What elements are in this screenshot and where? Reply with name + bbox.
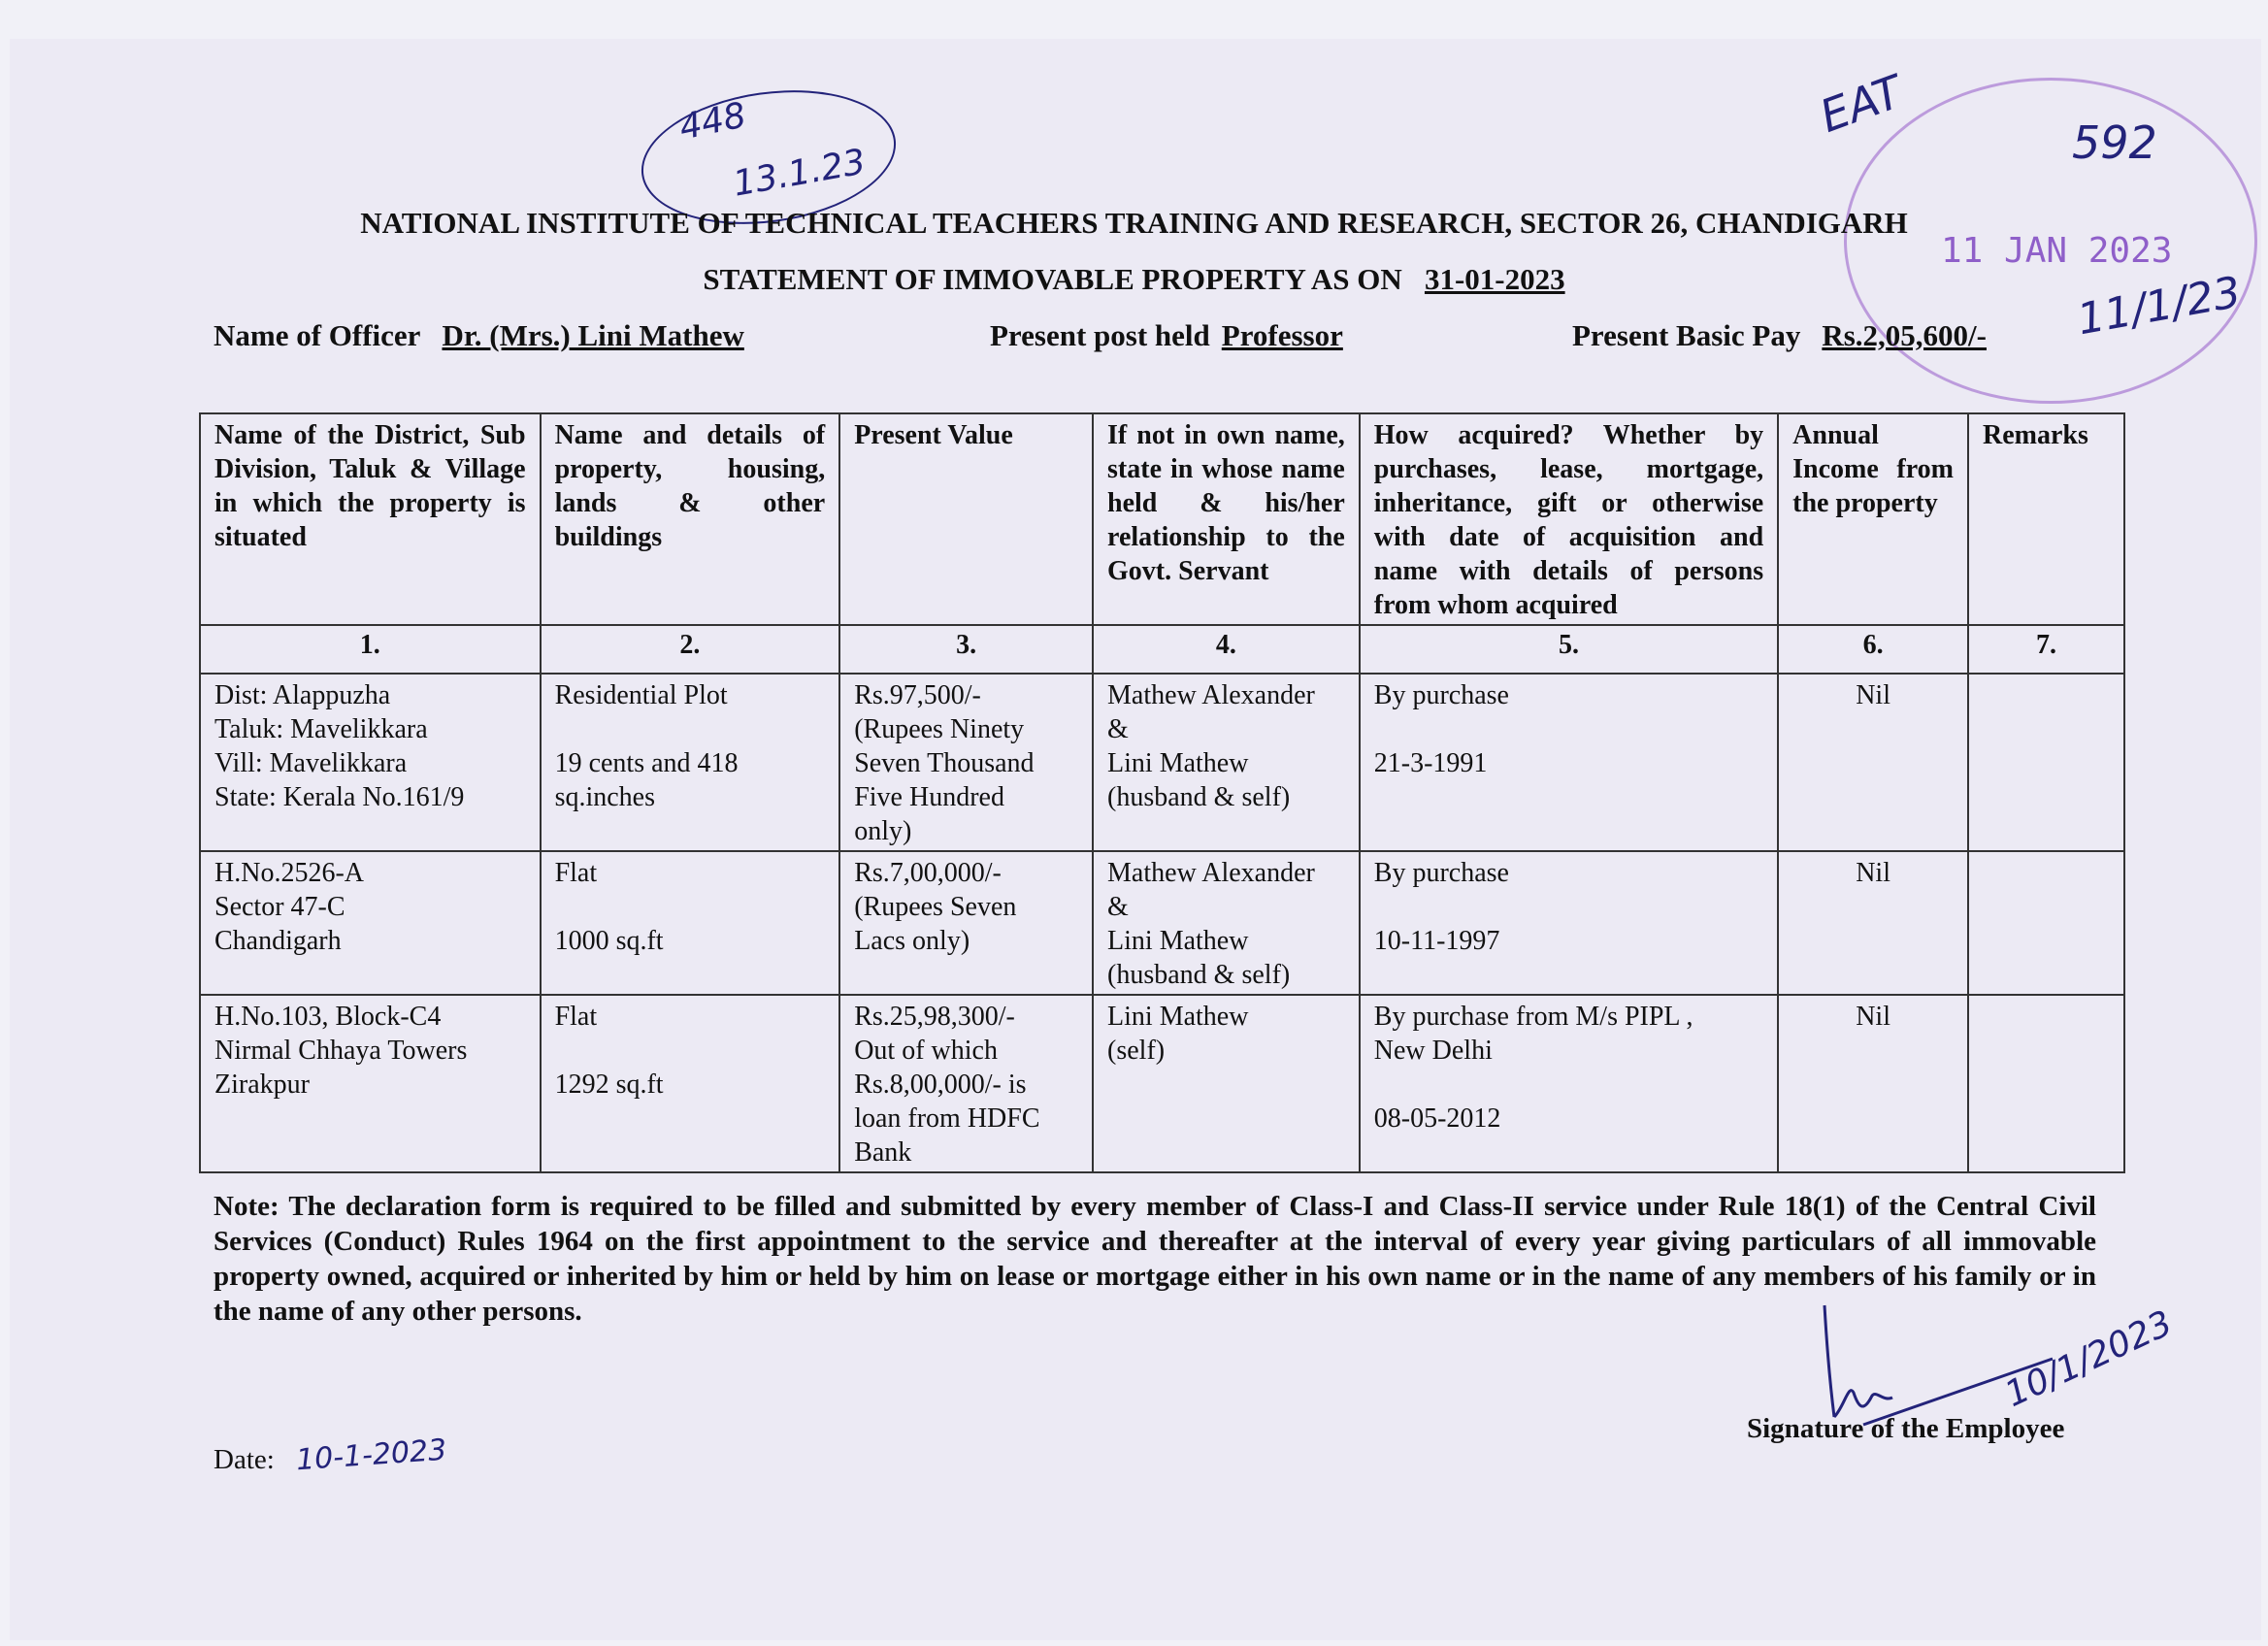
cell-line: sq.inches: [554, 782, 655, 812]
remarks-cell: [1968, 995, 2124, 1172]
column-number: 6.: [1778, 625, 1968, 674]
statement-prefix: STATEMENT OF IMMOVABLE PROPERTY AS ON: [703, 262, 1402, 296]
cell-line: Rs.97,500/-: [854, 680, 981, 710]
cell-line: [555, 1034, 826, 1068]
location-cell: [200, 851, 541, 995]
table-row: [200, 995, 2124, 1172]
column-number: 2.: [541, 625, 840, 674]
held-by-cell: [1093, 851, 1360, 995]
income-cell: Nil: [1778, 851, 1968, 995]
table-body: [200, 674, 2124, 1172]
cell-line: Residential Plot: [554, 680, 728, 710]
cell-line: (husband & self): [1107, 782, 1291, 812]
date-label: Date:: [214, 1444, 275, 1475]
diary-date: 13.1.23: [730, 142, 869, 205]
cell-line: [555, 890, 826, 924]
acquired-cell: [1360, 995, 1778, 1172]
location-cell: [200, 995, 541, 1172]
cell-line: State: Kerala No.161/9: [214, 782, 465, 812]
cell-line: Chandigarh: [214, 926, 342, 956]
cell-line: 1000 sq.ft: [554, 926, 664, 956]
signature-date: 10/1/2023: [1998, 1302, 2179, 1416]
cell-line: New Delhi: [1373, 1036, 1493, 1066]
value-cell: [839, 851, 1093, 995]
officer-post-value: Professor: [1221, 318, 1343, 352]
income-cell: Nil: [1778, 674, 1968, 851]
declaration-note: Note: The declaration form is required to be filled and submitted by every member of Class-I and Class-II service under Rule 18(1) of the Central Civil Services (Conduct) Rules 1964 on the first appointment to the service and thereafter at the interval of every year giving particulars of all immovable property owned, acquired or inherited by him or held by him on lease or mortgage either in his own name or in the name of any members of his family or in the name of any other persons.: [214, 1191, 2096, 1327]
held-by-cell: [1093, 995, 1360, 1172]
header-details: Name and details of property, housing, lands & other buildings: [541, 413, 840, 625]
header-value: Present Value: [839, 413, 1093, 625]
date-handwritten: 10-1-2023: [294, 1432, 448, 1478]
header-income: Annual Income from the property: [1778, 413, 1968, 625]
officer-pay-row: [1572, 318, 1987, 353]
details-cell: [541, 851, 840, 995]
officer-pay-value: Rs.2,05,600/-: [1822, 318, 1987, 352]
cell-line: Lini Mathew: [1107, 748, 1249, 778]
column-number: 7.: [1968, 625, 2124, 674]
header-location: Name of the District, Sub Division, Taluk & Village in which the property is situated: [200, 413, 541, 625]
officer-post-row: [990, 318, 1343, 353]
remarks-cell: [1968, 851, 2124, 995]
institute-title: NATIONAL INSTITUTE OF TECHNICAL TEACHERS TRAINING AND RESEARCH, SECTOR 26, CHANDIGARH: [360, 206, 1908, 240]
cell-line: (husband & self): [1107, 960, 1291, 990]
value-cell: [839, 995, 1093, 1172]
cell-line: Vill: Mavelikkara: [214, 748, 408, 778]
officer-post-label: Present post held: [990, 318, 1210, 352]
details-cell: [541, 674, 840, 851]
remarks-cell: [1968, 674, 2124, 851]
header-held-by: If not in own name, state in whose name held & his/her relationship to the Govt. Servant: [1093, 413, 1360, 625]
cell-line: (Rupees Seven: [854, 892, 1017, 922]
table-row: [200, 674, 2124, 851]
value-cell: [839, 674, 1093, 851]
cell-line: [1374, 1068, 1763, 1102]
cell-line: &: [1107, 892, 1129, 922]
officer-name-row: [214, 318, 744, 353]
details-cell: [541, 995, 840, 1172]
cell-line: Nirmal Chhaya Towers: [214, 1036, 468, 1066]
column-number: 5.: [1360, 625, 1778, 674]
column-number: 1.: [200, 625, 541, 674]
cell-line: loan from HDFC: [854, 1103, 1040, 1134]
cell-line: Lacs only): [854, 926, 970, 956]
cell-line: Flat: [554, 858, 598, 888]
stamp-number: 592: [2072, 116, 2157, 169]
cell-line: Lini Mathew: [1107, 926, 1249, 956]
acquired-cell: [1360, 851, 1778, 995]
cell-line: Taluk: Mavelikkara: [214, 714, 428, 744]
officer-name-value: Dr. (Mrs.) Lini Mathew: [442, 318, 744, 352]
header-remarks: Remarks: [1968, 413, 2124, 625]
statement-title: [0, 262, 2268, 297]
cell-line: only): [854, 816, 912, 846]
cell-line: Mathew Alexander: [1107, 680, 1315, 710]
cell-line: Lini Mathew: [1107, 1002, 1249, 1032]
table-row: [200, 851, 2124, 995]
cell-line: By purchase: [1373, 680, 1509, 710]
cell-line: Mathew Alexander: [1107, 858, 1315, 888]
cell-line: Rs.8,00,000/- is: [854, 1070, 1027, 1100]
cell-line: (Rupees Ninety: [854, 714, 1025, 744]
cell-line: [1374, 890, 1763, 924]
property-table: [199, 412, 2125, 1173]
cell-line: Sector 47-C: [214, 892, 345, 922]
column-number: 3.: [839, 625, 1093, 674]
cell-line: 19 cents and 418: [554, 748, 739, 778]
signature-label: Signature of the Employee: [1747, 1413, 2065, 1444]
statement-date: 31-01-2023: [1424, 262, 1565, 296]
cell-line: Bank: [854, 1137, 912, 1168]
cell-line: Flat: [554, 1002, 598, 1032]
cell-line: Zirakpur: [214, 1070, 310, 1100]
cell-line: H.No.2526-A: [214, 858, 364, 888]
income-cell: Nil: [1778, 995, 1968, 1172]
table-header-row: [200, 413, 2124, 625]
cell-line: By purchase: [1373, 858, 1509, 888]
diary-number: 448: [675, 95, 750, 148]
cell-line: Five Hundred: [854, 782, 1004, 812]
cell-line: Out of which: [854, 1036, 998, 1066]
held-by-cell: [1093, 674, 1360, 851]
acquired-cell: [1360, 674, 1778, 851]
cell-line: Rs.25,98,300/-: [854, 1002, 1015, 1032]
column-number: 4.: [1093, 625, 1360, 674]
initials-eat: EAT: [1813, 65, 1909, 143]
officer-pay-label: Present Basic Pay: [1572, 318, 1801, 352]
cell-line: Dist: Alappuzha: [214, 680, 391, 710]
cell-line: 21-3-1991: [1373, 748, 1488, 778]
cell-line: [1374, 712, 1763, 746]
cell-line: (self): [1107, 1036, 1166, 1066]
initials-date: 11/1/23: [2073, 267, 2245, 346]
cell-line: Rs.7,00,000/-: [854, 858, 1002, 888]
stamp-date: 11 JAN 2023: [1941, 231, 2173, 271]
cell-line: &: [1107, 714, 1129, 744]
cell-line: [555, 712, 826, 746]
cell-line: 1292 sq.ft: [554, 1070, 664, 1100]
cell-line: H.No.103, Block-C4: [214, 1002, 442, 1032]
cell-line: 10-11-1997: [1373, 926, 1500, 956]
location-cell: [200, 674, 541, 851]
column-number-row: [200, 625, 2124, 674]
officer-name-label: Name of Officer: [214, 318, 421, 352]
cell-line: Seven Thousand: [854, 748, 1035, 778]
cell-line: By purchase from M/s PIPL ,: [1373, 1002, 1693, 1032]
cell-line: 08-05-2012: [1373, 1103, 1501, 1134]
header-acquired: How acquired? Whether by purchases, lease, mortgage, inheritance, gift or otherwise with date of acquisition and name with details of persons from whom acquired: [1360, 413, 1778, 625]
